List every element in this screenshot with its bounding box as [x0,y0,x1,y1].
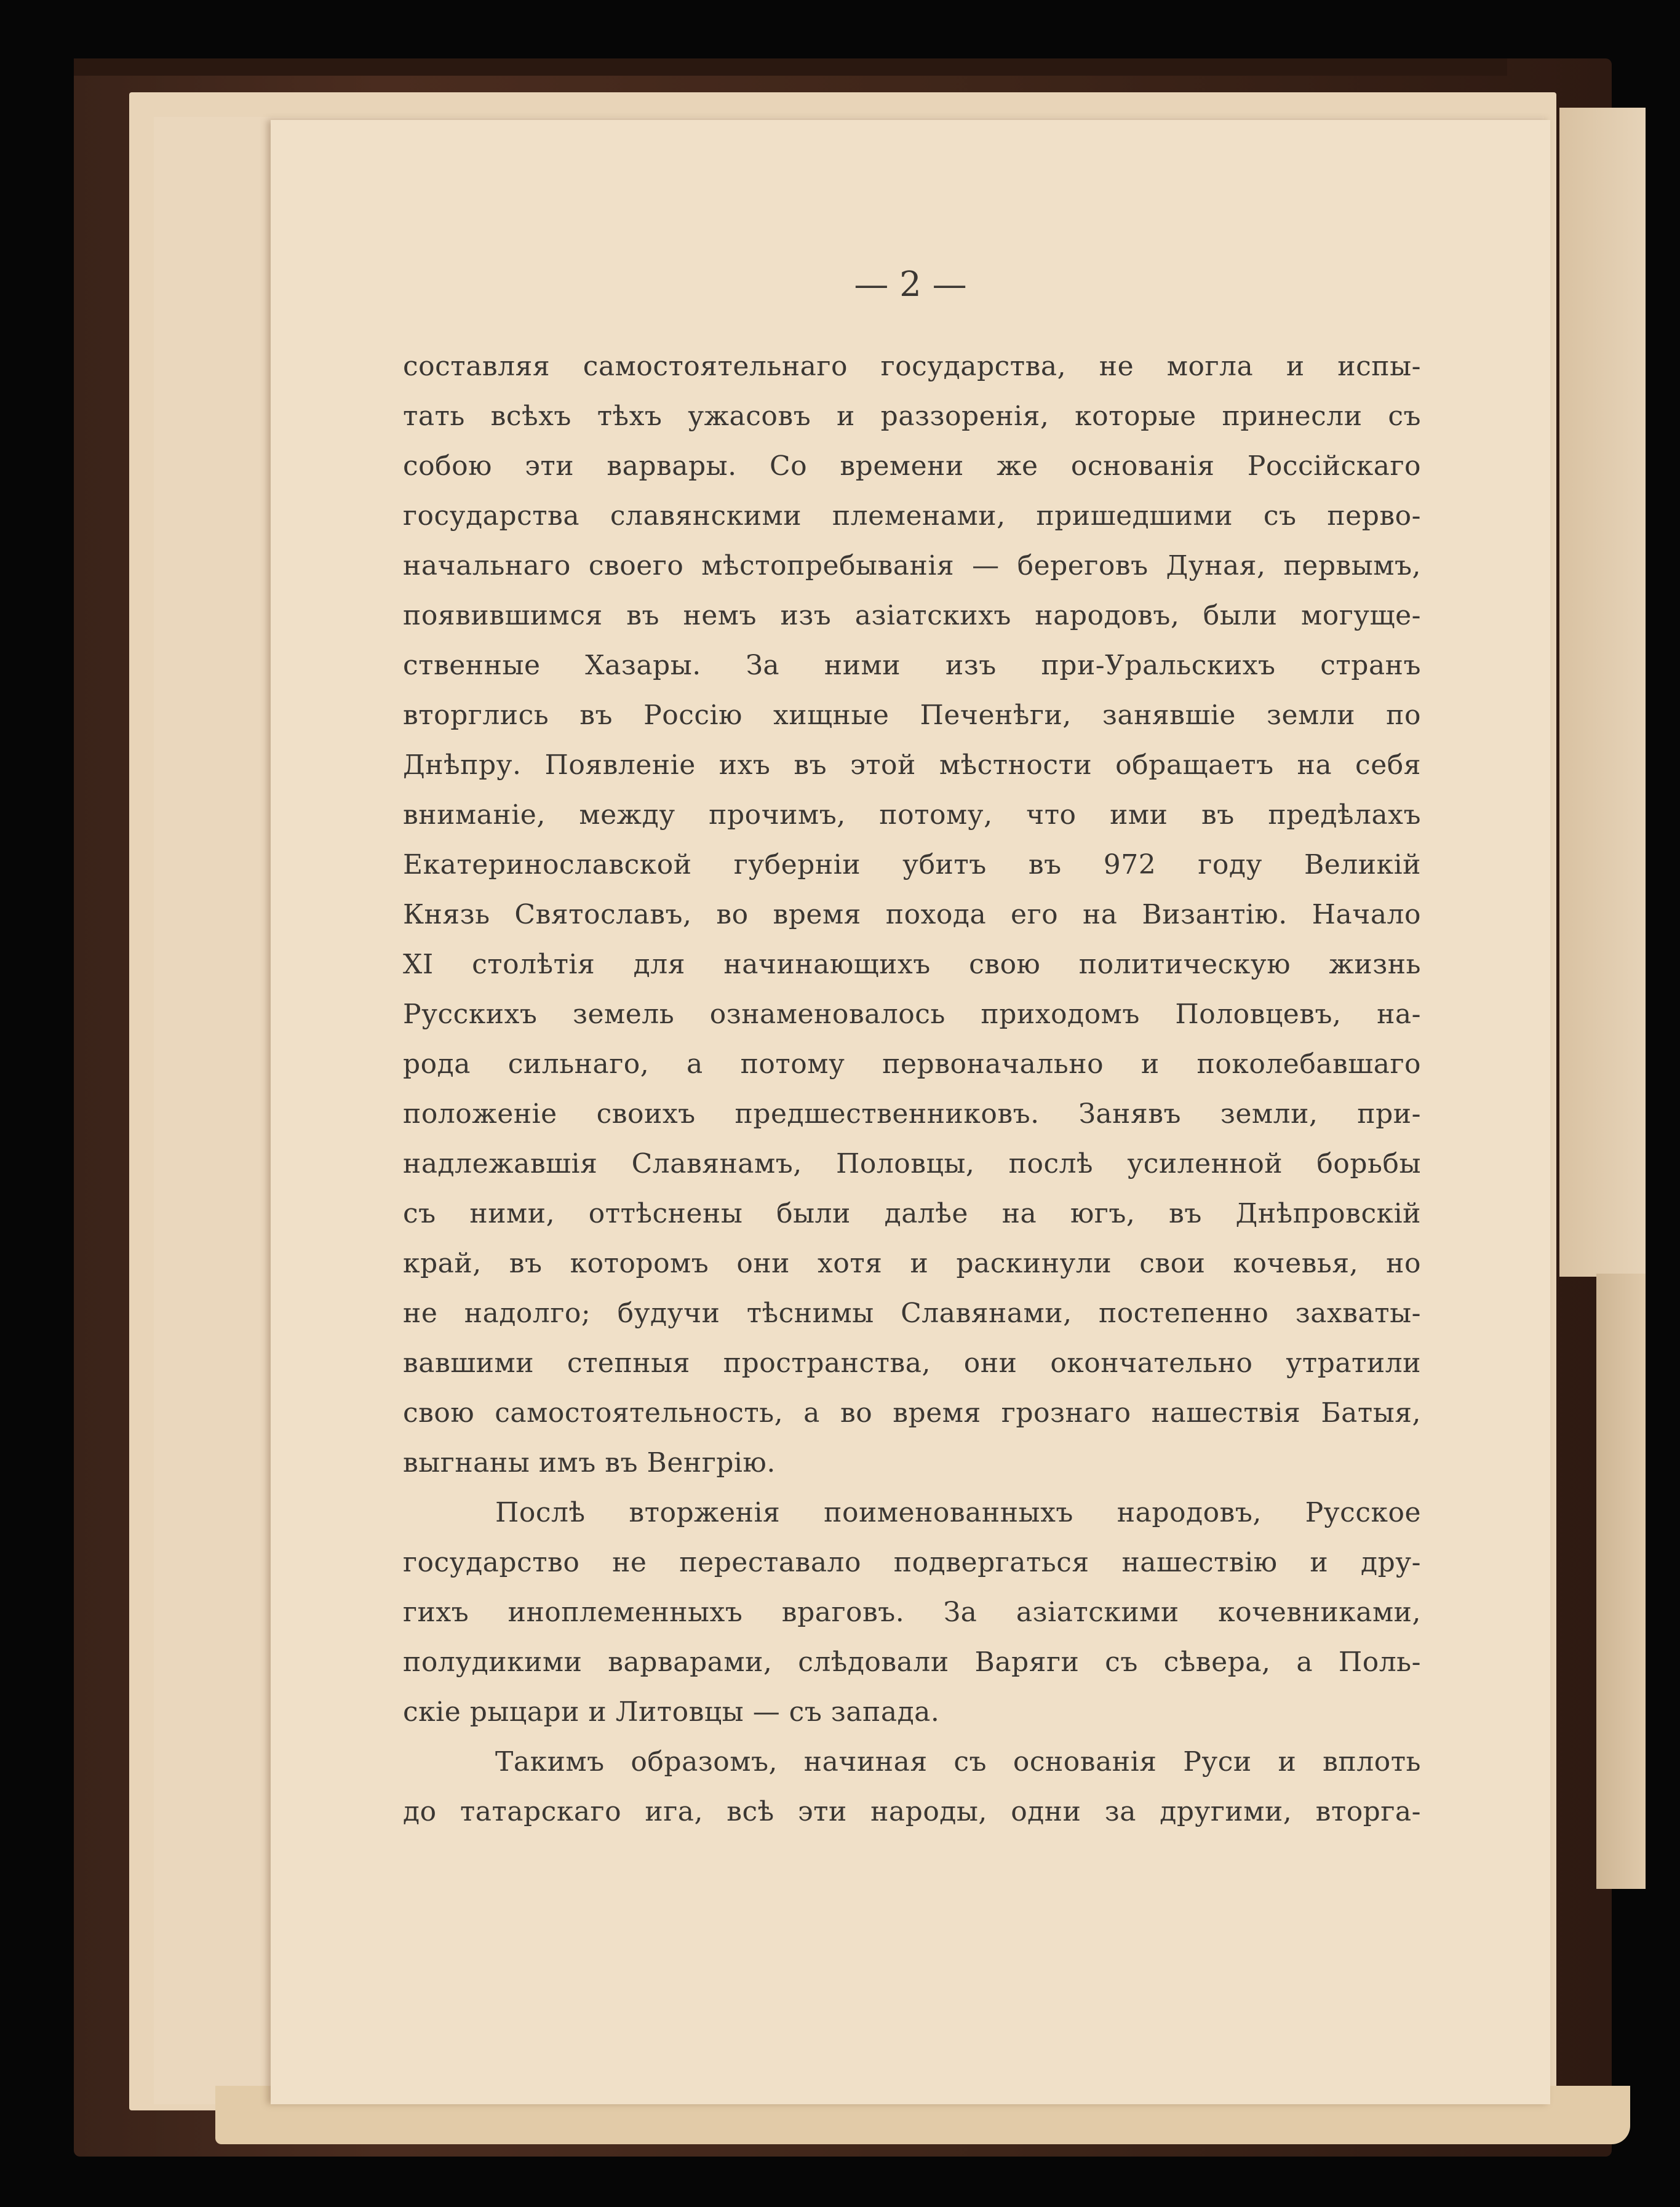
text-line: полудикими варварами, слѣдовали Варяги съ сѣвера, а Поль- [403,1646,1421,1678]
text-line: край, въ которомъ они хотя и раскинули свои кочевья, но [403,1248,1421,1279]
text-line: ственные Хазары. За ними изъ при-Уральскихъ странъ [403,650,1421,681]
text-line: составляя самостоятельнаго государства, не могла и испы- [403,351,1421,382]
text-line: собою эти варвары. Со времени же основанія Россійскаго [403,450,1421,482]
text-line: Такимъ образомъ, начиная съ основанія Руси и вплоть [495,1746,1421,1778]
text-line: государства славянскими племенами, пришедшими съ перво- [403,500,1421,532]
text-line: выгнаны имъ въ Венгрію. [403,1447,776,1479]
text-line: съ ними, оттѣснены были далѣе на югъ, въ Днѣпровскій [403,1198,1421,1229]
text-line: Послѣ вторженія поименованныхъ народовъ, Русское [495,1497,1421,1528]
text-line: рода сильнаго, а потому первоначально и поколебавшаго [403,1048,1421,1080]
text-line: вниманіе, между прочимъ, потому, что ими въ предѣлахъ [403,799,1421,831]
text-line: Князь Святославъ, во время похода его на Византію. Начало [403,899,1421,930]
page-number: — 2 — [854,265,967,305]
text-line: появившимся въ немъ изъ азіатскихъ народовъ, были могуще- [403,600,1421,631]
text-line: до татарскаго ига, всѣ эти народы, одни за другими, вторга- [403,1796,1421,1827]
text-line: вавшими степныя пространства, они окончательно утратили [403,1347,1421,1379]
text-line: Екатеринославской губерніи убитъ въ 972 году Великій [403,849,1421,880]
page-text [403,341,1421,1837]
text-line: положеніе своихъ предшественниковъ. Занявъ земли, при- [403,1098,1421,1130]
text-line: гихъ иноплеменныхъ враговъ. За азіатскими кочевниками, [403,1597,1421,1628]
text-line: свою самостоятельность, а во время грознаго нашествія Батыя, [403,1397,1421,1429]
text-line: XI столѣтія для начинающихъ свою политическую жизнь [403,949,1421,980]
next-page-edge-lower [1596,1274,1646,1889]
text-line: не надолго; будучи тѣснимы Славянами, постепенно захваты- [403,1298,1421,1329]
text-line: надлежавшія Славянамъ, Половцы, послѣ усиленной борьбы [403,1148,1421,1179]
text-line: начальнаго своего мѣстопребыванія — береговъ Дуная, первымъ, [403,550,1421,581]
text-line: государство не переставало подвергаться нашествію и дру- [403,1547,1421,1578]
text-line: Днѣпру. Появленіе ихъ въ этой мѣстности обращаетъ на себя [403,749,1421,781]
text-line: Русскихъ земель ознаменовалось приходомъ Половцевъ, на- [403,999,1421,1030]
book-cover-top-edge [74,58,1507,76]
text-line: вторглись въ Россію хищные Печенѣги, занявшіе земли по [403,700,1421,731]
text-line: скіе рыцари и Литовцы — съ запада. [403,1696,940,1728]
text-line: тать всѣхъ тѣхъ ужасовъ и раззоренія, которые принесли съ [403,401,1421,432]
